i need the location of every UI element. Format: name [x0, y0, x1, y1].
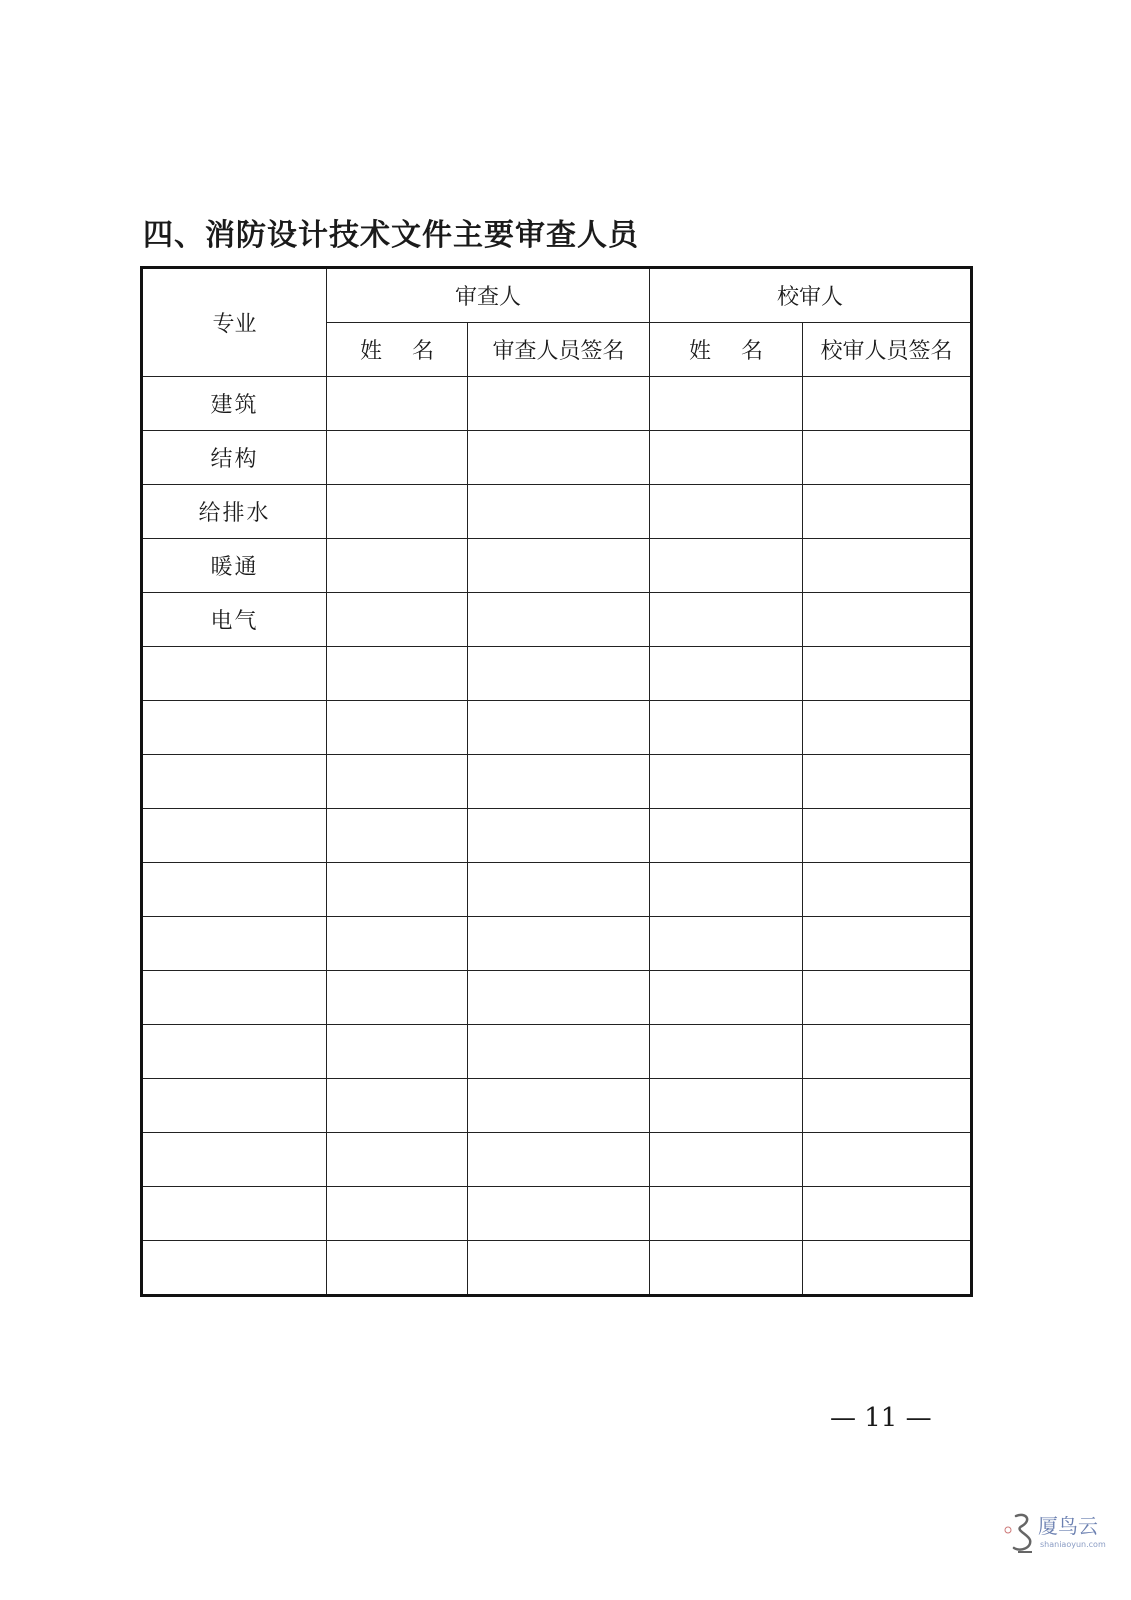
header-reviewer-name-label: 姓名 [359, 339, 464, 364]
cell-checker-name [650, 917, 803, 971]
table-row [142, 755, 972, 809]
watermark [1002, 1508, 1122, 1558]
cell-reviewer-name [327, 755, 468, 809]
cell-checker-name [650, 863, 803, 917]
cell-specialty [142, 917, 327, 971]
cell-checker-name [650, 647, 803, 701]
header-specialty: 专业 [142, 268, 327, 377]
cell-specialty: 结构 [142, 431, 327, 485]
cell-checker-name [650, 1187, 803, 1241]
cell-reviewer-signature [468, 1133, 650, 1187]
cell-reviewer-signature [468, 1241, 650, 1296]
cell-reviewer-name [327, 431, 468, 485]
cell-reviewer-signature [468, 809, 650, 863]
cell-specialty [142, 971, 327, 1025]
watermark-text: 厦鸟云 [1038, 1514, 1098, 1538]
table-row [142, 431, 972, 485]
cell-reviewer-signature [468, 485, 650, 539]
table-row [142, 647, 972, 701]
cell-specialty: 给排水 [142, 485, 327, 539]
cell-specialty [142, 701, 327, 755]
cell-specialty: 建筑 [142, 377, 327, 431]
cell-reviewer-signature [468, 647, 650, 701]
header-row-groups [142, 268, 972, 323]
cell-checker-name [650, 755, 803, 809]
cell-checker-name [650, 701, 803, 755]
table-body [142, 268, 972, 1296]
cell-checker-signature [803, 1187, 972, 1241]
cell-reviewer-signature [468, 971, 650, 1025]
cell-reviewer-signature [468, 863, 650, 917]
cell-reviewer-name [327, 1187, 468, 1241]
cell-checker-signature [803, 539, 972, 593]
cell-specialty [142, 863, 327, 917]
cell-reviewer-signature [468, 917, 650, 971]
cell-checker-signature [803, 863, 972, 917]
table-row [142, 971, 972, 1025]
table-row [142, 917, 972, 971]
header-checker-name-label: 姓名 [689, 339, 794, 364]
table-row [142, 1079, 972, 1133]
cell-reviewer-name [327, 809, 468, 863]
cell-reviewer-signature [468, 377, 650, 431]
cell-checker-name [650, 1133, 803, 1187]
header-reviewer-name [327, 323, 468, 377]
cell-reviewer-name [327, 647, 468, 701]
header-checker-signature: 校审人员签名 [803, 323, 972, 377]
cell-checker-name [650, 1079, 803, 1133]
cell-checker-name [650, 1025, 803, 1079]
cell-reviewer-name [327, 1025, 468, 1079]
watermark-bird-icon [1002, 1508, 1038, 1556]
cell-reviewer-signature [468, 431, 650, 485]
cell-checker-name [650, 485, 803, 539]
cell-checker-name [650, 431, 803, 485]
cell-specialty [142, 1133, 327, 1187]
cell-checker-signature [803, 1025, 972, 1079]
cell-checker-signature [803, 485, 972, 539]
cell-checker-signature [803, 701, 972, 755]
table-row [142, 701, 972, 755]
cell-reviewer-name [327, 485, 468, 539]
table-row [142, 593, 972, 647]
section-title: 四、消防设计技术文件主要审查人员 [143, 218, 639, 253]
cell-specialty [142, 809, 327, 863]
table-row [142, 539, 972, 593]
cell-checker-signature [803, 377, 972, 431]
cell-reviewer-signature [468, 1025, 650, 1079]
table-row [142, 485, 972, 539]
cell-specialty [142, 1187, 327, 1241]
cell-checker-signature [803, 755, 972, 809]
cell-reviewer-name [327, 863, 468, 917]
cell-checker-signature [803, 1241, 972, 1296]
cell-checker-name [650, 971, 803, 1025]
page-number: — 11 — [830, 1403, 932, 1433]
cell-checker-signature [803, 1079, 972, 1133]
cell-specialty: 暖通 [142, 539, 327, 593]
cell-reviewer-name [327, 701, 468, 755]
cell-checker-signature [803, 971, 972, 1025]
header-reviewer-signature: 审查人员签名 [468, 323, 650, 377]
cell-checker-signature [803, 1133, 972, 1187]
cell-reviewer-name [327, 593, 468, 647]
table-row [142, 863, 972, 917]
cell-checker-name [650, 1241, 803, 1296]
cell-specialty [142, 755, 327, 809]
table-row [142, 377, 972, 431]
cell-reviewer-name [327, 377, 468, 431]
reviewers-table [140, 266, 973, 1297]
table-row [142, 809, 972, 863]
cell-reviewer-signature [468, 1187, 650, 1241]
cell-checker-signature [803, 809, 972, 863]
header-reviewer-group: 审查人 [327, 268, 650, 323]
cell-reviewer-signature [468, 1079, 650, 1133]
cell-reviewer-name [327, 1241, 468, 1296]
cell-specialty: 电气 [142, 593, 327, 647]
cell-specialty [142, 1025, 327, 1079]
header-checker-group: 校审人 [650, 268, 972, 323]
cell-checker-signature [803, 431, 972, 485]
cell-reviewer-signature [468, 593, 650, 647]
table-row [142, 1187, 972, 1241]
cell-reviewer-name [327, 971, 468, 1025]
table-row [142, 1025, 972, 1079]
cell-checker-signature [803, 593, 972, 647]
cell-checker-signature [803, 917, 972, 971]
header-checker-name [650, 323, 803, 377]
table-row [142, 1133, 972, 1187]
watermark-sub: shaniaoyun.com [1040, 1540, 1106, 1549]
cell-reviewer-signature [468, 755, 650, 809]
cell-checker-name [650, 377, 803, 431]
cell-reviewer-name [327, 1079, 468, 1133]
cell-reviewer-signature [468, 539, 650, 593]
table-row [142, 1241, 972, 1296]
cell-reviewer-name [327, 539, 468, 593]
cell-checker-name [650, 809, 803, 863]
cell-specialty [142, 1079, 327, 1133]
cell-checker-name [650, 593, 803, 647]
cell-reviewer-signature [468, 701, 650, 755]
cell-checker-name [650, 539, 803, 593]
cell-checker-signature [803, 647, 972, 701]
cell-reviewer-name [327, 1133, 468, 1187]
cell-specialty [142, 1241, 327, 1296]
cell-reviewer-name [327, 917, 468, 971]
cell-specialty [142, 647, 327, 701]
